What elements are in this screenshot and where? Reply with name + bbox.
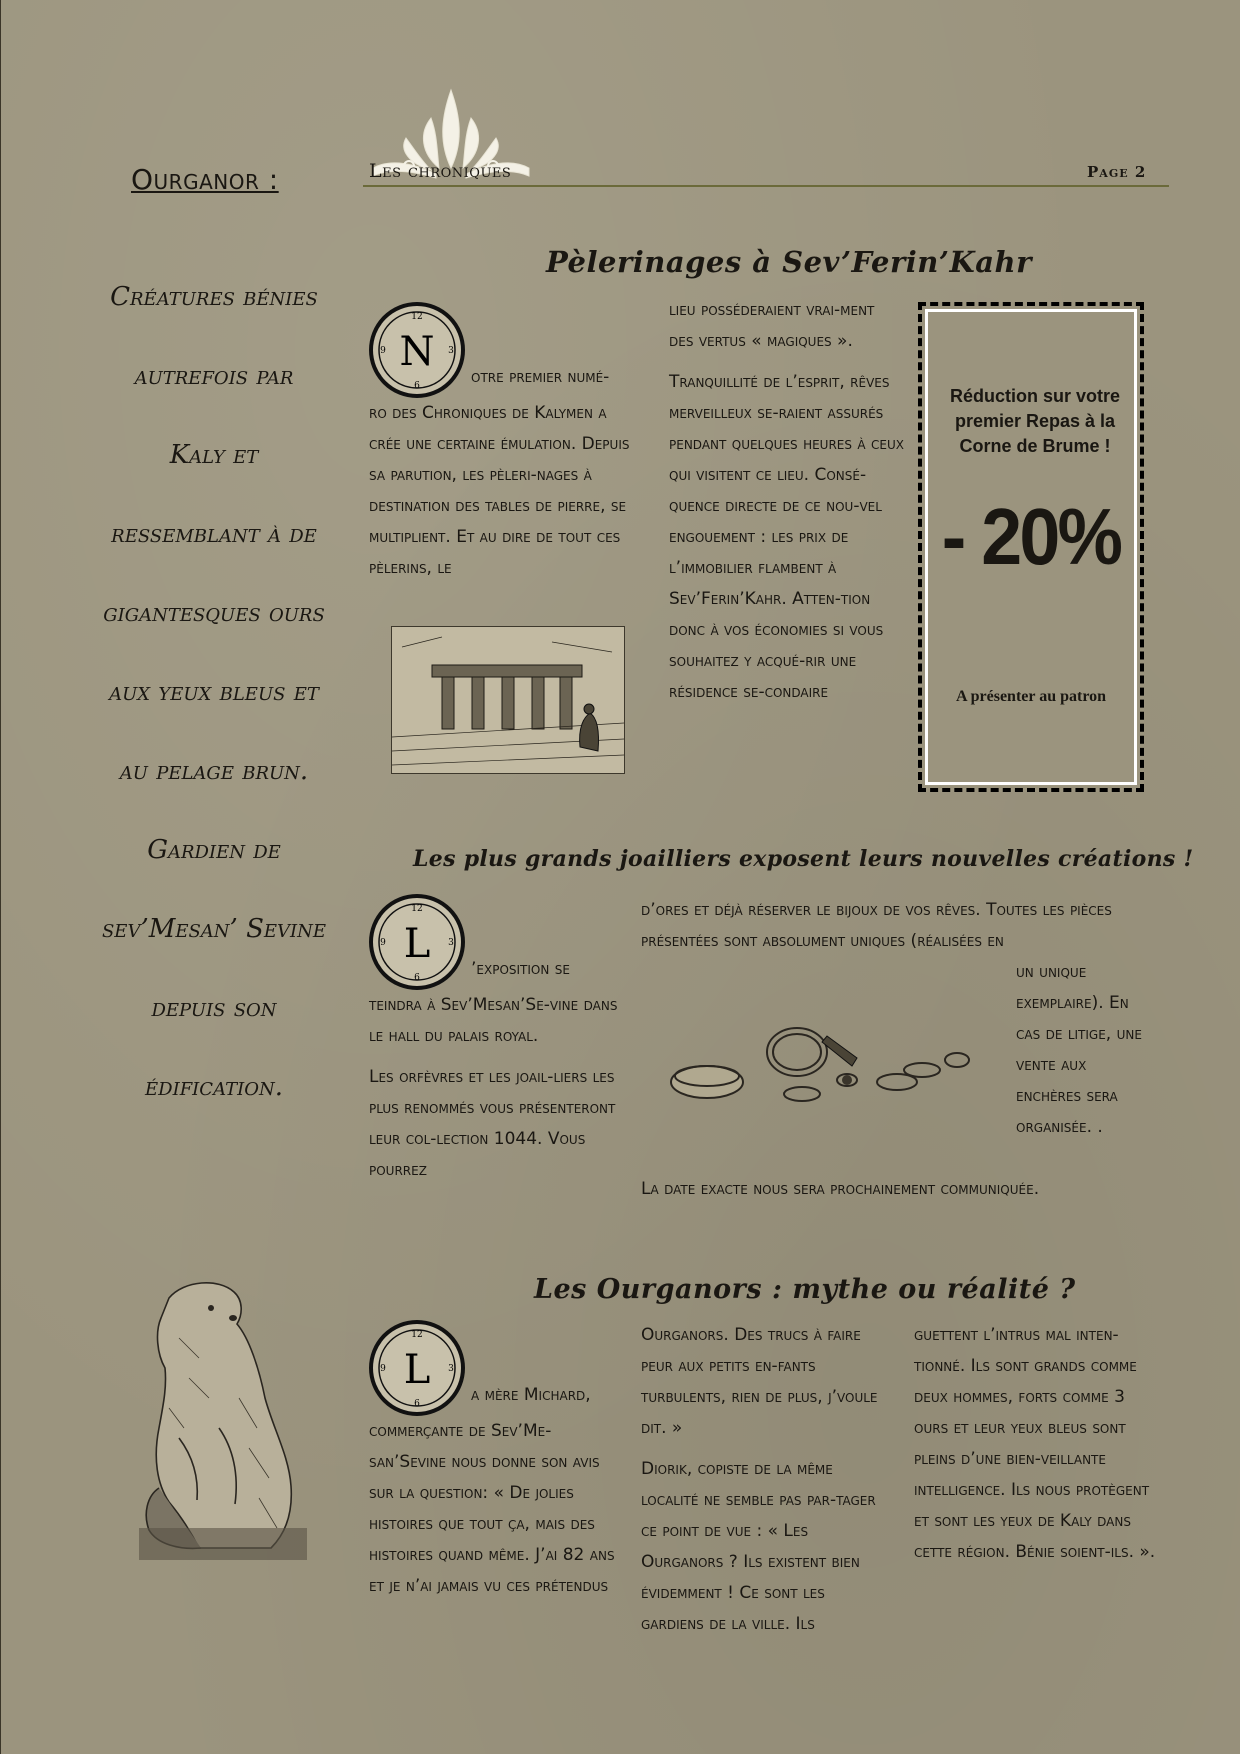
article-text: a mère Michard, xyxy=(471,1385,591,1405)
article2-column-2-bottom: La date exacte nous sera prochainement communiquée. xyxy=(641,1179,1040,1199)
drop-cap-letter: N xyxy=(399,329,435,375)
sidebar-line: autrefois par xyxy=(134,361,294,391)
svg-text:6: 6 xyxy=(414,973,420,983)
page-number: Page 2 xyxy=(1087,163,1147,181)
svg-text:12: 12 xyxy=(411,312,423,322)
article-text: Les orfèvres et les joail-liers les plus renommés vous présenteront leur col-lection 1044. Vous pourrez xyxy=(369,1067,616,1180)
sidebar-line: ressemblant à de xyxy=(111,519,317,549)
sidebar-description xyxy=(89,258,339,1127)
sidebar-title: Ourganor : xyxy=(131,163,279,196)
coupon-discount: - 20% xyxy=(941,492,1121,581)
article-text: lieu posséderaient vrai-ment des vertus « magiques ». xyxy=(669,300,875,351)
clock-drop-cap-icon xyxy=(369,1320,465,1416)
header-rule xyxy=(363,185,1169,187)
article-text: guettent l’intrus mal inten-tionné. Ils sont grands comme deux hommes, forts comme 3 ours et leur yeux bleus sont pleins d’une bien-veillante intelligence. Ils nous protègent et sont les yeux de Kaly dans cette région. Bénie soient-ils. ». xyxy=(914,1325,1156,1562)
chronicles-label: Les chroniques xyxy=(369,160,512,182)
svg-text:9: 9 xyxy=(380,938,386,948)
drop-cap-letter: L xyxy=(403,1347,431,1393)
article3-column-2 xyxy=(641,1320,881,1650)
svg-text:12: 12 xyxy=(411,904,423,914)
svg-text:3: 3 xyxy=(448,938,454,948)
article-text: ro des Chroniques de Kalymen a crée une certaine émulation. Depuis sa parution, les pèleri-nages à destination des tables de pierre, se multiplient. Et au dire de tout ces pèlerins, le xyxy=(369,403,630,578)
svg-text:12: 12 xyxy=(411,1330,423,1340)
clock-drop-cap-icon xyxy=(369,302,465,398)
sidebar-line: aux yeux bleus et xyxy=(109,677,319,707)
discount-coupon xyxy=(918,302,1144,792)
sidebar-line: sev’Mesan’ Sevine xyxy=(101,914,327,944)
article2-column-2-right: un unique exemplaire). En cas de litige, une vente aux enchères sera organisée. . xyxy=(1016,962,1142,1137)
coupon-footer: A présenter au patron xyxy=(955,688,1107,705)
article-text: Ourganors. Des trucs à faire peur aux petits en-fants turbulents, rien de plus, j’voule dit. » xyxy=(641,1325,878,1438)
sidebar-line: depuis son xyxy=(151,993,277,1023)
article-title: Pèlerinages à Sev’Ferin’Kahr xyxy=(546,245,1032,279)
bear-illustration xyxy=(139,1278,307,1560)
article1-column-1 xyxy=(369,302,639,594)
svg-text:9: 9 xyxy=(380,1364,386,1374)
coupon-headline: Réduction sur votre premier Repas à la Corne de Brume ! xyxy=(949,386,1121,456)
sidebar-line: Kaly et xyxy=(169,440,259,470)
article3-column-3 xyxy=(914,1320,1164,1578)
article3-column-1 xyxy=(369,1320,619,1612)
svg-text:3: 3 xyxy=(448,1364,454,1374)
sidebar-line: gigantesques ours xyxy=(103,598,325,628)
jewelry-rings-illustration xyxy=(667,1022,975,1112)
svg-text:9: 9 xyxy=(380,346,386,356)
article-text: commerçante de Sev’Me-san’Sevine nous donne son avis sur la question: « De jolies histoires que tout ça, mais des histoires quand même. J’ai 82 ans et je n’ai jamais vu ces prétendus xyxy=(369,1421,615,1596)
clock-drop-cap-icon xyxy=(369,894,465,990)
article2-column-1 xyxy=(369,894,619,1196)
article2-column-2-top: d’ores et déjà réserver le bijoux de vos rêves. Toutes les pièces présentées sont absolument uniques (réalisées en xyxy=(641,900,1112,951)
article-text: ’exposition se xyxy=(471,959,570,979)
drop-cap-letter: L xyxy=(403,921,431,967)
article-text: teindra à Sev’Mesan’Se-vine dans le hall du palais royal. xyxy=(369,995,618,1046)
article-text: Tranquillité de l’esprit, rêves merveilleux se-raient assurés pendant quelques heures à ceux qui visitent ce lieu. Consé-quence directe de ce nou-vel engouement : les prix de l’immobilier flambent à Sev’Ferin’Kahr. Atten-tion donc à vos économies si vous souhaitez y acqué-rir une résidence se-condaire xyxy=(669,372,904,702)
stone-table-illustration xyxy=(391,626,625,774)
article-text: otre premier numé- xyxy=(471,367,610,387)
sidebar-line: Créatures bénies xyxy=(110,282,318,312)
svg-text:3: 3 xyxy=(448,346,454,356)
svg-text:6: 6 xyxy=(414,1399,420,1409)
sidebar-line: Gardien de xyxy=(147,835,281,865)
article-title: Les plus grands joailliers exposent leurs nouvelles créations ! xyxy=(413,846,1194,872)
article-title: Les Ourganors : mythe ou réalité ? xyxy=(534,1274,1076,1305)
article1-column-2 xyxy=(669,295,904,718)
sidebar-line: édification. xyxy=(145,1072,283,1102)
svg-text:6: 6 xyxy=(414,381,420,391)
sidebar-line: au pelage brun. xyxy=(119,756,309,786)
article-text: Diorik, copiste de la même localité ne semble pas par-tager ce point de vue : « Les Ourganors ? Ils existent bien évidemment ! Ce sont les gardiens de la ville. Ils xyxy=(641,1459,876,1634)
